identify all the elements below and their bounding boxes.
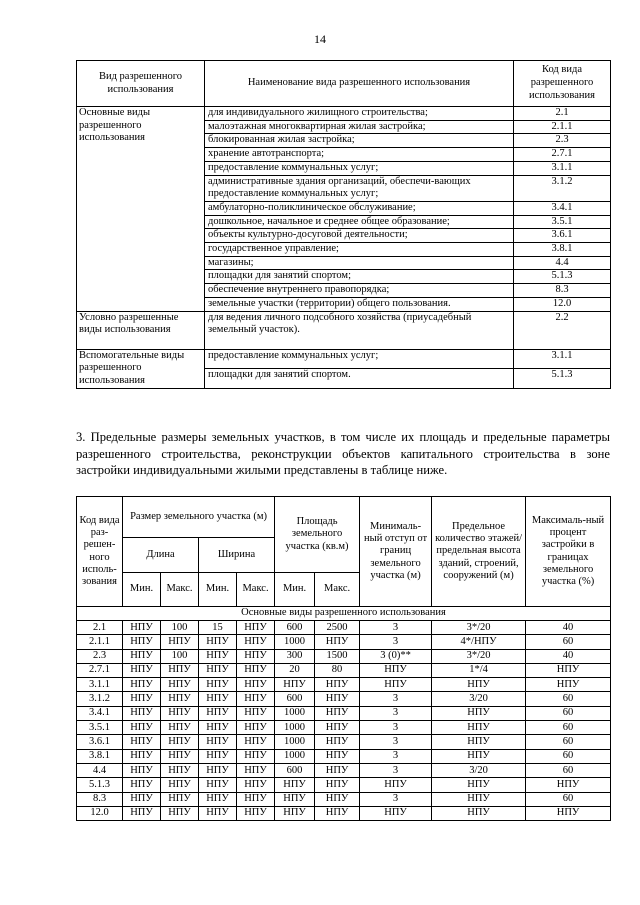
cell-width-min: 15	[199, 621, 237, 635]
cell-length-min: НПУ	[123, 706, 161, 720]
use-name: дошкольное, начальное и среднее общее образование;	[205, 215, 514, 229]
cell-code: 4.4	[77, 763, 123, 777]
use-name: административные здания организаций, обеспечи-вающих предоставление коммунальных услуг;	[205, 175, 514, 201]
cell-area-min: НПУ	[275, 678, 315, 692]
cell-length-min: НПУ	[123, 692, 161, 706]
header-length-max: Макс.	[161, 573, 199, 607]
cell-length-min: НПУ	[123, 806, 161, 820]
cell-length-min: НПУ	[123, 763, 161, 777]
cell-area-max: НПУ	[315, 749, 360, 763]
cell-floors-height: 3*/20	[432, 649, 526, 663]
cell-width-max: НПУ	[237, 649, 275, 663]
cell-length-min: НПУ	[123, 649, 161, 663]
cell-code: 8.3	[77, 792, 123, 806]
cell-width-max: НПУ	[237, 721, 275, 735]
section-row	[77, 607, 611, 621]
cell-width-min: НПУ	[199, 763, 237, 777]
cell-length-min: НПУ	[123, 778, 161, 792]
cell-coverage: 60	[526, 692, 611, 706]
cell-length-max: НПУ	[161, 678, 199, 692]
cell-code: 3.1.2	[77, 692, 123, 706]
cell-width-min: НПУ	[199, 649, 237, 663]
cell-length-min: НПУ	[123, 678, 161, 692]
cell-floors-height: 3/20	[432, 763, 526, 777]
cell-coverage: НПУ	[526, 663, 611, 677]
cell-code: 2.1.1	[77, 635, 123, 649]
cell-code: 5.1.3	[77, 778, 123, 792]
cell-area-min: 1000	[275, 749, 315, 763]
cell-area-max: НПУ	[315, 792, 360, 806]
cell-setback: 3	[360, 735, 432, 749]
parameters-row	[77, 663, 611, 677]
use-code: 2.3	[514, 134, 611, 148]
permitted-use-row	[77, 311, 611, 349]
cell-code: 3.4.1	[77, 706, 123, 720]
cell-width-max: НПУ	[237, 735, 275, 749]
cell-area-min: НПУ	[275, 806, 315, 820]
parameters-row	[77, 649, 611, 663]
cell-length-max: НПУ	[161, 778, 199, 792]
cell-width-max: НПУ	[237, 692, 275, 706]
use-code: 12.0	[514, 297, 611, 311]
header-width-max: Макс.	[237, 573, 275, 607]
cell-code: 12.0	[77, 806, 123, 820]
header-floors: Предельное количество этажей/ предельная высота зданий, строений, сооружений (м)	[432, 497, 526, 607]
cell-length-max: НПУ	[161, 763, 199, 777]
use-name: предоставление коммунальных услуг;	[205, 161, 514, 175]
use-code: 2.2	[514, 311, 611, 349]
cell-width-max: НПУ	[237, 763, 275, 777]
cell-width-min: НПУ	[199, 721, 237, 735]
parameters-row	[77, 778, 611, 792]
parameters-body	[77, 607, 611, 821]
cell-floors-height: НПУ	[432, 806, 526, 820]
cell-coverage: 60	[526, 792, 611, 806]
header-area-min: Мин.	[275, 573, 315, 607]
cell-area-min: 1000	[275, 635, 315, 649]
parameters-table	[76, 496, 611, 821]
use-name: для индивидуального жилищного строительства;	[205, 107, 514, 121]
cell-length-max: НПУ	[161, 692, 199, 706]
cell-area-min: НПУ	[275, 778, 315, 792]
cell-floors-height: НПУ	[432, 749, 526, 763]
cell-area-max: 80	[315, 663, 360, 677]
use-code: 8.3	[514, 284, 611, 298]
cell-code: 2.7.1	[77, 663, 123, 677]
page-number: 14	[314, 32, 326, 46]
cell-width-min: НПУ	[199, 735, 237, 749]
cell-area-max: НПУ	[315, 692, 360, 706]
use-code: 2.1	[514, 107, 611, 121]
limits-paragraph: 3. Предельные размеры земельных участков, в том числе их площадь и предельные параметры разрешенного строительства, реконструкции объектов капитального строительства в зоне застройки индивидуальными жилыми представлены в таблице ниже.	[76, 430, 610, 477]
cell-length-min: НПУ	[123, 749, 161, 763]
use-code: 5.1.3	[514, 270, 611, 284]
cell-area-min: 1000	[275, 706, 315, 720]
cell-coverage: 40	[526, 649, 611, 663]
cell-area-min: 20	[275, 663, 315, 677]
parameters-row	[77, 735, 611, 749]
cell-coverage: 60	[526, 635, 611, 649]
cell-width-min: НПУ	[199, 706, 237, 720]
cell-code: 3.1.1	[77, 678, 123, 692]
use-code: 3.1.1	[514, 349, 611, 369]
parameters-row	[77, 806, 611, 820]
header-length: Длина	[123, 538, 199, 573]
use-code: 4.4	[514, 256, 611, 270]
cell-code: 3.6.1	[77, 735, 123, 749]
cell-area-max: НПУ	[315, 806, 360, 820]
cell-area-max: НПУ	[315, 763, 360, 777]
cell-floors-height: НПУ	[432, 706, 526, 720]
cell-setback: 3	[360, 635, 432, 649]
cell-length-max: 100	[161, 649, 199, 663]
cell-setback: 3	[360, 621, 432, 635]
cell-area-min: 600	[275, 763, 315, 777]
cell-length-min: НПУ	[123, 663, 161, 677]
cell-coverage: 60	[526, 749, 611, 763]
use-name: малоэтажная многоквартирная жилая застройка;	[205, 120, 514, 134]
cell-setback: 3	[360, 763, 432, 777]
cell-width-min: НПУ	[199, 749, 237, 763]
use-code: 3.5.1	[514, 215, 611, 229]
cell-length-max: НПУ	[161, 792, 199, 806]
cell-setback: 3	[360, 749, 432, 763]
cell-code: 2.3	[77, 649, 123, 663]
cell-code: 3.5.1	[77, 721, 123, 735]
cell-setback: 3	[360, 721, 432, 735]
cell-area-min: НПУ	[275, 792, 315, 806]
cell-area-min: 300	[275, 649, 315, 663]
cell-setback: НПУ	[360, 778, 432, 792]
cell-floors-height: НПУ	[432, 735, 526, 749]
parameters-row	[77, 706, 611, 720]
cell-length-max: 100	[161, 621, 199, 635]
cell-code: 3.8.1	[77, 749, 123, 763]
cell-coverage: 60	[526, 763, 611, 777]
use-name: объекты культурно-досуговой деятельности;	[205, 229, 514, 243]
parameters-row	[77, 749, 611, 763]
cell-area-min: 1000	[275, 721, 315, 735]
permitted-use-row	[77, 349, 611, 369]
header-area-max: Макс.	[315, 573, 360, 607]
cell-area-max: НПУ	[315, 721, 360, 735]
cell-length-min: НПУ	[123, 621, 161, 635]
cell-coverage: 60	[526, 706, 611, 720]
cell-width-max: НПУ	[237, 749, 275, 763]
use-group-label: Основные виды разрешенного использования	[77, 107, 205, 312]
cell-coverage: 60	[526, 721, 611, 735]
cell-width-max: НПУ	[237, 792, 275, 806]
cell-width-max: НПУ	[237, 678, 275, 692]
permitted-use-row	[77, 107, 611, 121]
cell-coverage: НПУ	[526, 678, 611, 692]
use-name: хранение автотранспорта;	[205, 148, 514, 162]
header-use-name: Наименование вида разрешенного использования	[205, 61, 514, 107]
cell-setback: 3 (0)**	[360, 649, 432, 663]
header-width-min: Мин.	[199, 573, 237, 607]
cell-width-min: НПУ	[199, 692, 237, 706]
header-plot-size: Размер земельного участка (м)	[123, 497, 275, 538]
use-name: блокированная жилая застройка;	[205, 134, 514, 148]
use-code: 3.1.1	[514, 161, 611, 175]
header-code: Код вида раз-решен-ного исполь-зования	[77, 497, 123, 607]
cell-floors-height: НПУ	[432, 678, 526, 692]
cell-coverage: 40	[526, 621, 611, 635]
parameters-row	[77, 792, 611, 806]
cell-length-max: НПУ	[161, 735, 199, 749]
cell-length-max: НПУ	[161, 749, 199, 763]
parameters-row	[77, 635, 611, 649]
permitted-use-body	[77, 107, 611, 389]
cell-code: 2.1	[77, 621, 123, 635]
parameters-row	[77, 692, 611, 706]
use-name: для ведения личного подсобного хозяйства (приусадебный земельный участок).	[205, 311, 514, 349]
cell-width-max: НПУ	[237, 663, 275, 677]
header-use-type: Вид разрешенного использования	[77, 61, 205, 107]
cell-length-max: НПУ	[161, 706, 199, 720]
cell-setback: 3	[360, 792, 432, 806]
cell-area-min: 1000	[275, 735, 315, 749]
cell-area-max: НПУ	[315, 706, 360, 720]
cell-width-max: НПУ	[237, 806, 275, 820]
use-group-label: Вспомогательные виды разрешенного использования	[77, 349, 205, 388]
cell-floors-height: 4*/НПУ	[432, 635, 526, 649]
cell-area-max: 1500	[315, 649, 360, 663]
cell-floors-height: 3*/20	[432, 621, 526, 635]
parameters-row	[77, 763, 611, 777]
cell-width-min: НПУ	[199, 792, 237, 806]
cell-width-min: НПУ	[199, 778, 237, 792]
cell-setback: НПУ	[360, 806, 432, 820]
cell-coverage: 60	[526, 735, 611, 749]
cell-floors-height: НПУ	[432, 778, 526, 792]
use-name: площадки для занятий спортом;	[205, 270, 514, 284]
header-length-min: Мин.	[123, 573, 161, 607]
cell-width-max: НПУ	[237, 778, 275, 792]
use-name: амбулаторно-поликлиническое обслуживание;	[205, 201, 514, 215]
use-code: 3.1.2	[514, 175, 611, 201]
use-name: земельные участки (территории) общего пользования.	[205, 297, 514, 311]
cell-length-min: НПУ	[123, 635, 161, 649]
use-code: 2.7.1	[514, 148, 611, 162]
cell-length-max: НПУ	[161, 806, 199, 820]
cell-area-max: НПУ	[315, 635, 360, 649]
use-name: государственное управление;	[205, 243, 514, 257]
cell-length-max: НПУ	[161, 721, 199, 735]
cell-floors-height: 3/20	[432, 692, 526, 706]
cell-area-min: 600	[275, 692, 315, 706]
cell-width-min: НПУ	[199, 806, 237, 820]
cell-area-max: НПУ	[315, 778, 360, 792]
use-name: обеспечение внутреннего правопорядка;	[205, 284, 514, 298]
cell-length-max: НПУ	[161, 635, 199, 649]
header-width: Ширина	[199, 538, 275, 573]
cell-floors-height: 1*/4	[432, 663, 526, 677]
use-name: площадки для занятий спортом.	[205, 369, 514, 389]
cell-width-min: НПУ	[199, 663, 237, 677]
parameters-row	[77, 621, 611, 635]
cell-width-max: НПУ	[237, 635, 275, 649]
use-code: 3.6.1	[514, 229, 611, 243]
cell-setback: НПУ	[360, 663, 432, 677]
cell-coverage: НПУ	[526, 778, 611, 792]
cell-setback: 3	[360, 692, 432, 706]
cell-area-min: 600	[275, 621, 315, 635]
cell-area-max: 2500	[315, 621, 360, 635]
permitted-use-header-row	[77, 61, 611, 107]
cell-width-min: НПУ	[199, 635, 237, 649]
parameters-row	[77, 721, 611, 735]
cell-floors-height: НПУ	[432, 721, 526, 735]
header-area: Площадь земельного участка (кв.м)	[275, 497, 360, 573]
header-setback: Минималь-ный отступ от границ земельного участка (м)	[360, 497, 432, 607]
cell-setback: 3	[360, 706, 432, 720]
cell-length-min: НПУ	[123, 735, 161, 749]
permitted-use-table	[76, 60, 611, 389]
cell-length-min: НПУ	[123, 721, 161, 735]
cell-area-max: НПУ	[315, 678, 360, 692]
cell-length-min: НПУ	[123, 792, 161, 806]
parameters-row	[77, 678, 611, 692]
use-code: 3.8.1	[514, 243, 611, 257]
header-use-code: Код вида разрешенного использования	[514, 61, 611, 107]
use-code: 3.4.1	[514, 201, 611, 215]
cell-setback: НПУ	[360, 678, 432, 692]
cell-width-max: НПУ	[237, 621, 275, 635]
header-coverage: Максималь-ный процент застройки в границах земельного участка (%)	[526, 497, 611, 607]
use-code: 5.1.3	[514, 369, 611, 389]
cell-length-max: НПУ	[161, 663, 199, 677]
cell-area-max: НПУ	[315, 735, 360, 749]
use-name: магазины;	[205, 256, 514, 270]
use-group-label: Условно разрешенные виды использования	[77, 311, 205, 349]
use-name: предоставление коммунальных услуг;	[205, 349, 514, 369]
cell-width-min: НПУ	[199, 678, 237, 692]
cell-coverage: НПУ	[526, 806, 611, 820]
use-code: 2.1.1	[514, 120, 611, 134]
section-label: Основные виды разрешенного использования	[77, 607, 611, 621]
cell-floors-height: НПУ	[432, 792, 526, 806]
cell-width-max: НПУ	[237, 706, 275, 720]
